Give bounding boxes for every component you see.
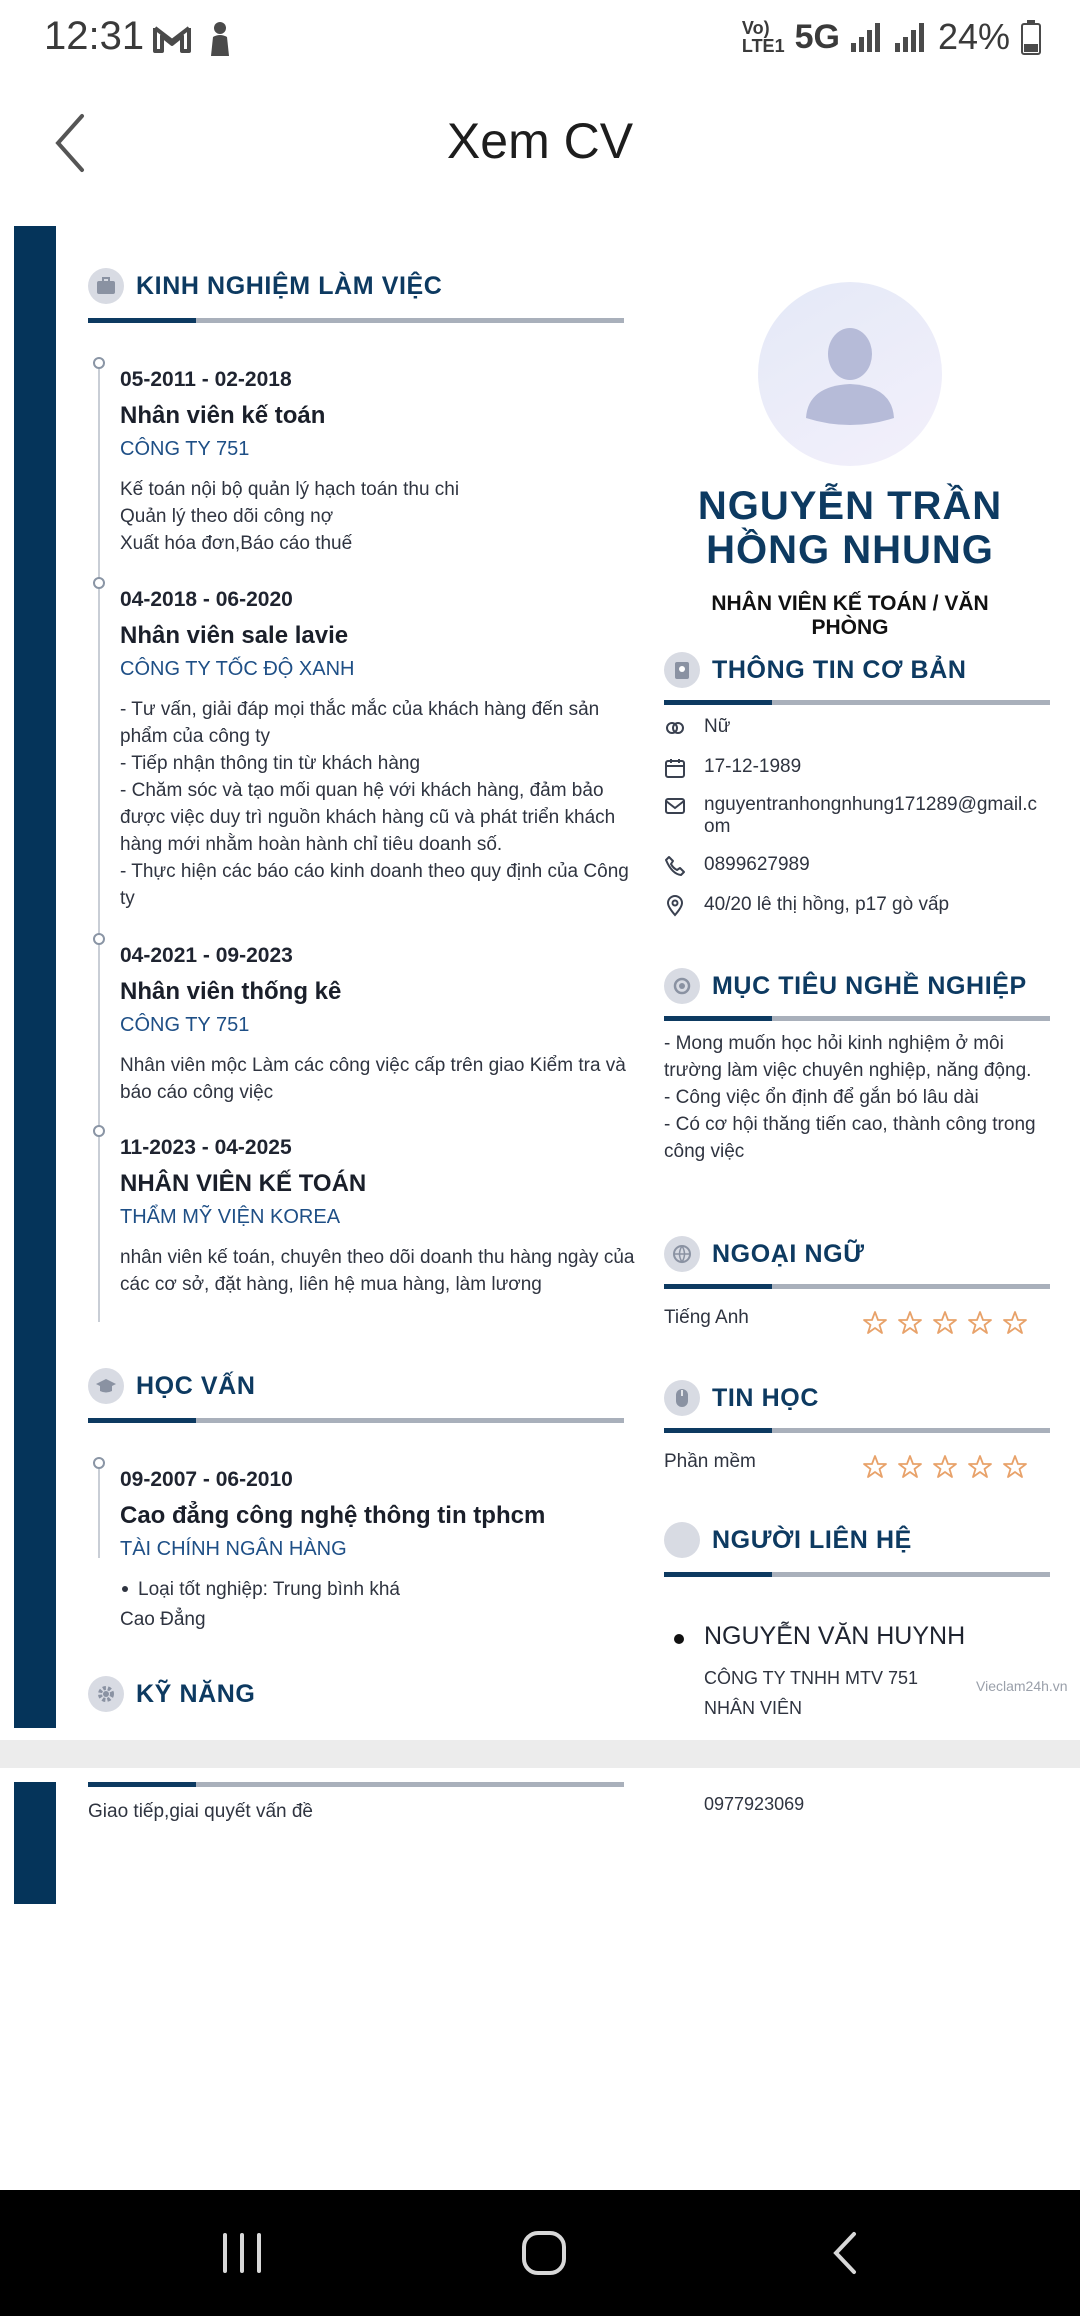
job-date: 04-2021 - 09-2023	[120, 944, 293, 967]
cv-side-bar	[14, 1782, 56, 1904]
timeline-dot	[93, 577, 105, 589]
target-icon	[664, 968, 700, 1004]
reference-name: NGUYỄN VĂN HUYNH	[704, 1622, 966, 1650]
star-icon	[967, 1310, 993, 1336]
person-pin-icon	[206, 20, 234, 58]
job-date: 04-2018 - 06-2020	[120, 588, 293, 611]
system-nav-bar	[0, 2190, 1080, 2316]
recent-apps-icon	[217, 2231, 267, 2275]
section-divider	[88, 1418, 624, 1423]
section-divider	[664, 1016, 1050, 1021]
signal-icon	[850, 21, 884, 53]
job-description: - Tư vấn, giải đáp mọi thắc mắc của khách hàng đến sản phẩm của công ty - Tiếp nhận thông tin từ khách hàng - Chăm sóc và tạo mối quan hệ với khách hàng, đảm bảo được việc duy trì nguồn khách hàng cũ và phát triển khách hàng mới nhằm hoàn hành chỉ tiêu doanh số. - Thực hiện các báo cáo kinh doanh theo quy định của Công ty	[120, 699, 629, 909]
volte-label: Vo)	[741, 18, 770, 38]
education-school: Cao đẳng công nghệ thông tin tphcm	[120, 1502, 546, 1529]
language-rating	[862, 1310, 1028, 1336]
objective-text: - Mong muốn học hỏi kinh nghiệm ở môi trường làm việc chuyên nghiệp, năng động. - Công việc ổn định để gắn bó lâu dài - Có cơ hội thăng tiến cao, thành công trong công việc	[664, 1033, 1036, 1162]
job-role: Nhân viên sale lavie	[120, 622, 349, 649]
back-icon	[826, 2228, 866, 2278]
section-basic-info: THÔNG TIN CƠ BẢN	[664, 652, 967, 688]
section-divider	[664, 700, 1050, 705]
skill-item: Giao tiếp,giai quyết vấn đề	[88, 1801, 313, 1822]
star-icon	[1002, 1454, 1028, 1480]
graduation-cap-icon	[88, 1368, 124, 1404]
star-icon	[932, 1310, 958, 1336]
reference-position: NHÂN VIÊN	[704, 1698, 803, 1718]
job-role: NHÂN VIÊN KẾ TOÁN	[120, 1170, 367, 1197]
gear-icon	[88, 1676, 124, 1712]
globe-icon	[664, 1236, 700, 1272]
lte-label: LTE1	[741, 36, 785, 56]
cv-document[interactable]	[14, 226, 1080, 1728]
back-nav-button[interactable]	[746, 2190, 946, 2316]
user-placeholder-icon	[758, 282, 942, 466]
job-company: THẨM MỸ VIỆN KOREA	[120, 1206, 341, 1228]
mouse-icon	[664, 1380, 700, 1416]
cv-side-bar	[14, 226, 56, 1728]
job-company: CÔNG TY TỐC ĐỘ XANH	[120, 658, 355, 680]
job-date: 11-2023 - 04-2025	[120, 1136, 292, 1159]
id-card-icon	[664, 652, 700, 688]
job-date: 05-2011 - 02-2018	[120, 368, 292, 391]
computing-rating	[862, 1454, 1028, 1480]
section-skills: KỸ NĂNG	[88, 1676, 255, 1712]
section-divider	[664, 1428, 1050, 1433]
location-pin-icon	[664, 895, 686, 917]
experience-timeline	[98, 362, 100, 1322]
bullet-dot	[674, 1634, 684, 1644]
section-reference: NGƯỜI LIÊN HỆ	[664, 1522, 912, 1558]
star-icon	[932, 1454, 958, 1480]
app-header	[0, 90, 1080, 190]
job-company: CÔNG TY 751	[120, 1014, 250, 1036]
timeline-dot	[93, 357, 105, 369]
education-timeline	[98, 1462, 100, 1558]
info-gender: Nữ	[664, 716, 730, 739]
page-title: Xem CV	[446, 113, 634, 169]
section-education: HỌC VẤN	[88, 1368, 255, 1404]
calendar-icon	[664, 757, 686, 779]
section-computing: TIN HỌC	[664, 1380, 819, 1416]
info-phone: 0899627989	[664, 854, 810, 877]
phone-icon	[664, 855, 686, 877]
education-major: TÀI CHÍNH NGÂN HÀNG	[120, 1538, 347, 1560]
section-divider	[664, 1284, 1050, 1289]
job-company: CÔNG TY 751	[120, 438, 250, 460]
info-birthday: 17-12-1989	[664, 756, 801, 779]
briefcase-icon	[88, 268, 124, 304]
home-icon	[520, 2229, 568, 2277]
section-divider	[664, 1572, 1050, 1577]
section-experience: KINH NGHIỆM LÀM VIỆC	[88, 268, 442, 304]
education-level: Cao Đẳng	[120, 1609, 206, 1630]
signal-icon	[894, 21, 928, 53]
candidate-name: NGUYỄN TRẦN HỒNG NHUNG	[697, 484, 1003, 572]
job-role: Nhân viên thống kê	[120, 978, 342, 1005]
battery-icon	[1020, 19, 1042, 55]
network-type: 5G	[794, 17, 840, 56]
home-button[interactable]	[444, 2190, 644, 2316]
reference-phone: 0977923069	[704, 1794, 805, 1814]
mail-icon	[664, 795, 686, 817]
job-description: Nhân viên mộc Làm các công việc cấp trên giao Kiểm tra và báo cáo công việc	[120, 1055, 626, 1103]
section-divider	[88, 318, 624, 323]
language-name: Tiếng Anh	[664, 1307, 749, 1328]
job-description: nhân viên kế toán, chuyên theo dõi doanh thu hàng ngày của các cơ sở, đặt hàng, liên hệ mua hàng, làm lương	[120, 1247, 635, 1295]
star-icon	[862, 1454, 888, 1480]
status-bar	[0, 0, 1080, 80]
watermark: Vieclam24h.vn	[976, 1678, 1068, 1694]
star-icon	[897, 1454, 923, 1480]
recent-apps-button[interactable]	[142, 2190, 342, 2316]
gmail-icon	[152, 24, 192, 54]
info-address: 40/20 lê thị hồng, p17 gò vấp	[664, 894, 949, 917]
section-divider	[88, 1782, 624, 1787]
star-icon	[862, 1310, 888, 1336]
education-bullet: Loại tốt nghiệp: Trung bình khá	[138, 1579, 400, 1600]
gender-icon	[664, 717, 686, 739]
star-icon	[1002, 1310, 1028, 1336]
star-icon	[897, 1310, 923, 1336]
education-date: 09-2007 - 06-2010	[120, 1468, 293, 1491]
timeline-dot	[93, 1125, 105, 1137]
bullet-dot	[122, 1586, 128, 1592]
timeline-dot	[93, 1457, 105, 1469]
page-break	[0, 1740, 1080, 1768]
avatar	[758, 282, 942, 466]
contact-icon	[664, 1522, 700, 1558]
star-icon	[967, 1454, 993, 1480]
cv-document-page-2[interactable]	[14, 1782, 1080, 1904]
job-description: Kế toán nội bộ quản lý hạch toán thu chi Quản lý theo dõi công nợ Xuất hóa đơn,Báo cáo thuế	[120, 479, 460, 554]
timeline-dot	[93, 933, 105, 945]
job-role: Nhân viên kế toán	[120, 402, 326, 429]
battery-percent: 24%	[937, 16, 1010, 57]
candidate-job-title: NHÂN VIÊN KẾ TOÁN / VĂN PHÒNG	[711, 592, 989, 639]
section-languages: NGOẠI NGỮ	[664, 1236, 865, 1272]
section-objective: MỤC TIÊU NGHỀ NGHIỆP	[664, 968, 1027, 1004]
computing-name: Phần mềm	[664, 1451, 756, 1472]
reference-company: CÔNG TY TNHH MTV 751	[704, 1668, 919, 1688]
status-time: 12:31	[44, 14, 145, 58]
info-email: nguyentranhongnhung171289@gmail.com	[664, 794, 1044, 838]
